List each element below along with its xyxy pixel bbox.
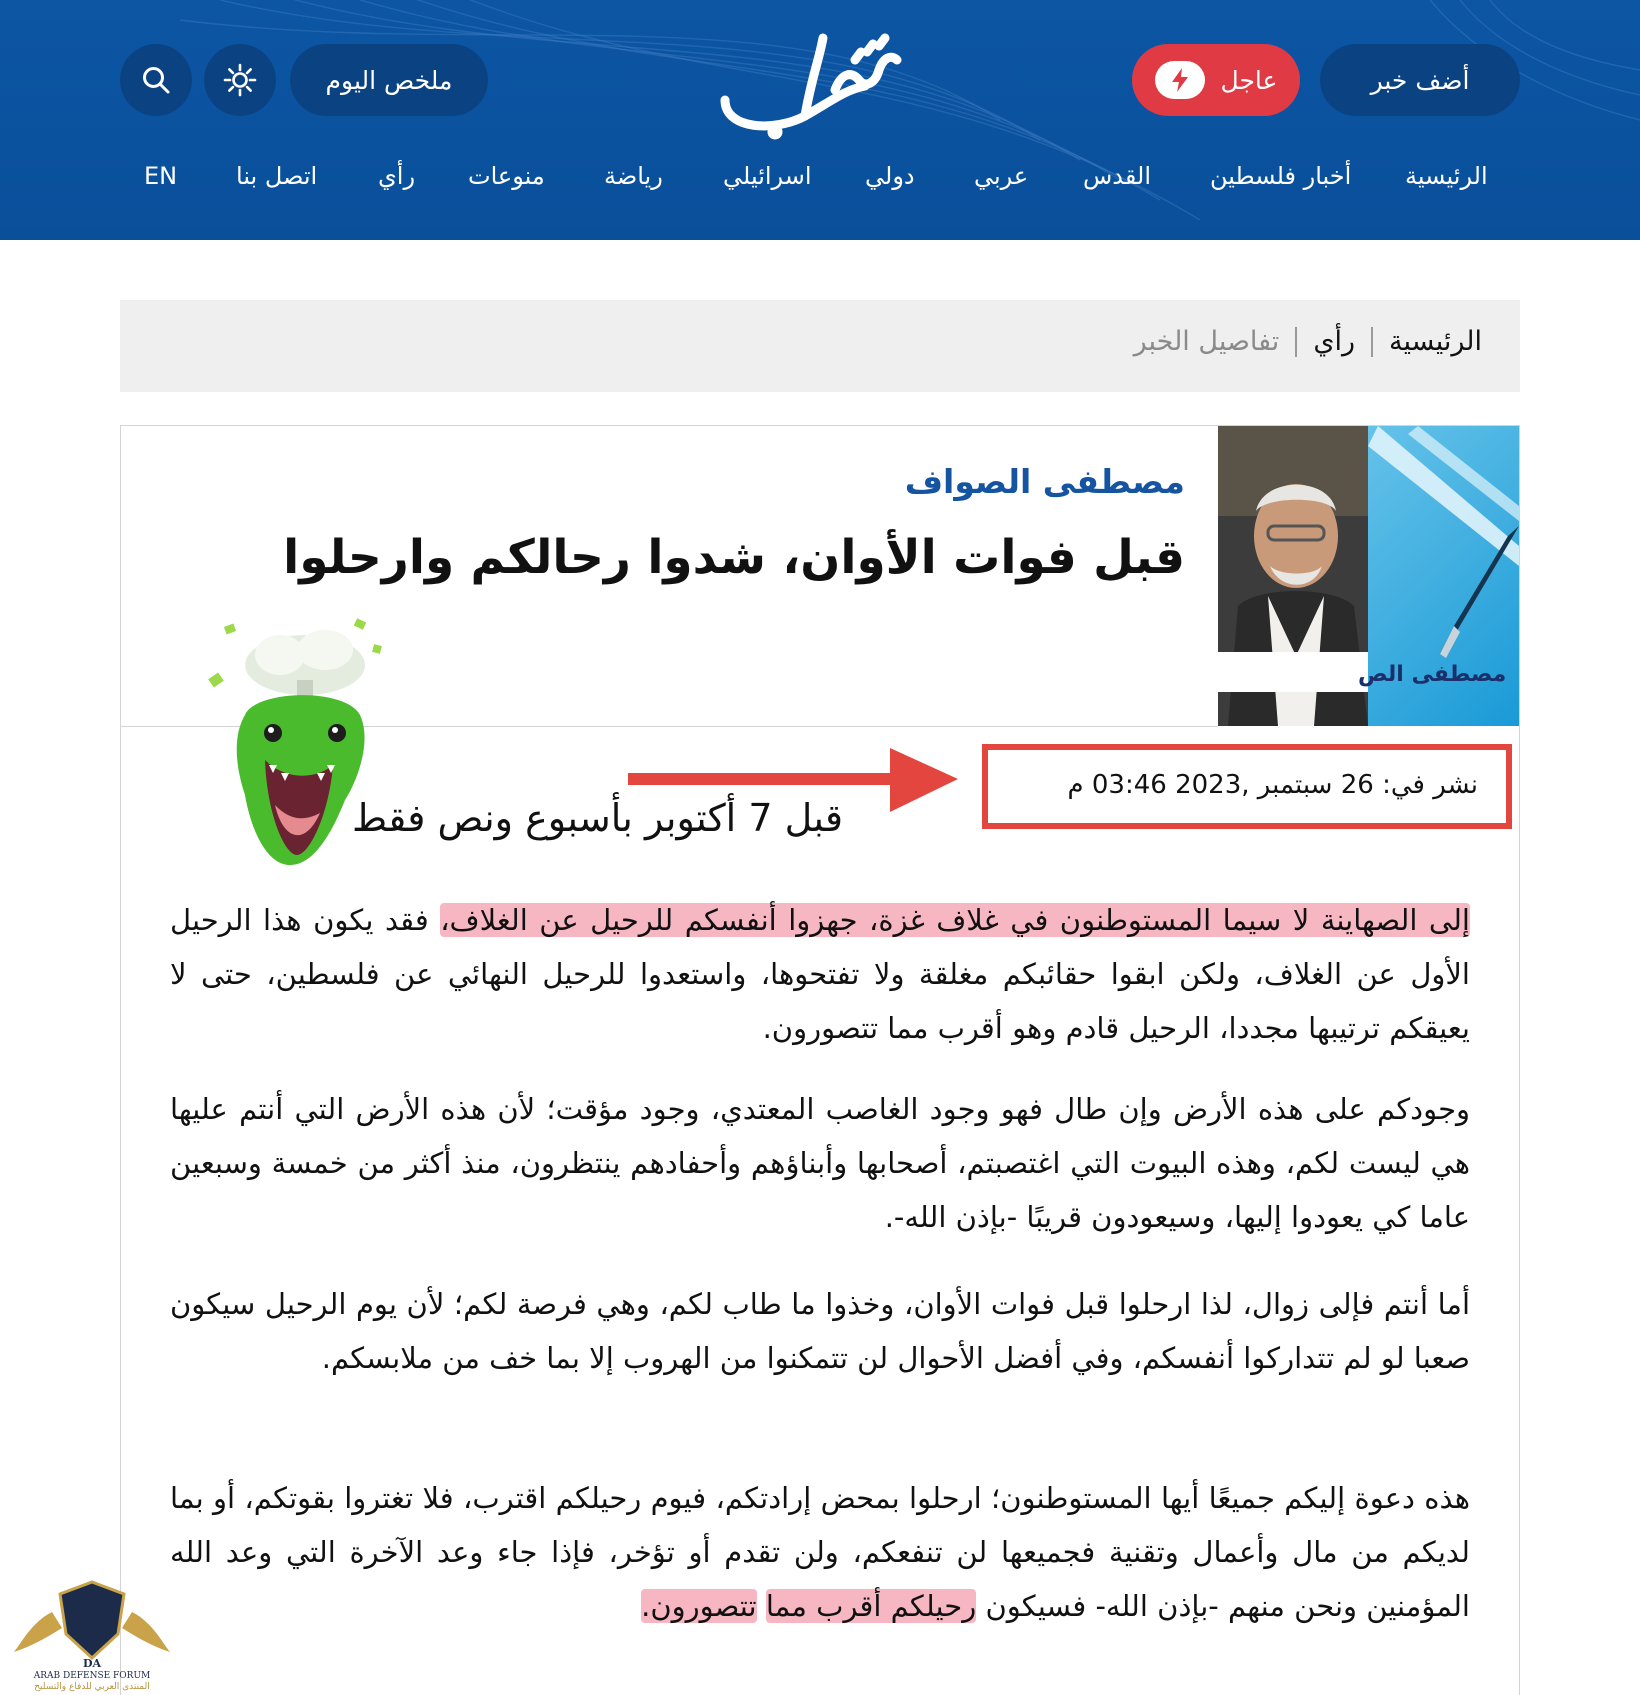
urgent-label: عاجل — [1220, 65, 1278, 95]
breadcrumb-separator — [1371, 327, 1373, 357]
watermark-subtitle: المنتدى العربي للدفاع والتسليح — [34, 1682, 150, 1692]
sun-icon — [223, 63, 257, 97]
lightning-icon — [1155, 61, 1205, 99]
breadcrumb-current: تفاصيل الخبر — [1133, 326, 1280, 357]
nav-palestine-news[interactable]: أخبار فلسطين — [1210, 162, 1352, 190]
site-logo — [715, 20, 905, 140]
publish-date-annotation-box — [982, 744, 1512, 829]
watermark-mark: DA — [82, 1657, 102, 1670]
nav-jerusalem[interactable]: القدس — [1083, 162, 1152, 190]
annotation-note: قبل 7 أكتوبر بأسبوع ونص فقط — [352, 796, 843, 840]
publish-date: نشر في: 26 سبتمبر ,2023 03:46 م — [1067, 770, 1478, 800]
nav-miscellaneous[interactable]: منوعات — [468, 162, 545, 190]
watermark-title: ARAB DEFENSE FORUM — [33, 1671, 151, 1681]
nav-israeli[interactable]: اسرائيلي — [723, 162, 812, 190]
author-name[interactable]: مصطفى الصواف — [904, 462, 1185, 501]
site-header — [0, 0, 1640, 240]
breadcrumb — [120, 300, 1520, 392]
article-paragraph-4 — [170, 1471, 1470, 1633]
article-title: قبل فوات الأوان، شدوا رحالكم وارحلوا — [283, 530, 1185, 585]
highlighted-text: رحيلكم أقرب مما — [765, 1589, 977, 1623]
paragraph-text: هذه دعوة إليكم جميعًا أيها المستوطنون؛ ارحلوا بمحض إرادتكم، فيوم رحيلكم اقترب، فلا تغتروا بقوتكم، أو بما لديكم من مال وأعمال وتقنية فجميعها لن تنفعكم، ولن تقدم أو تؤخر، فإذا جاء وعد الآخرة التي وعد الله المؤمنين ونحن منهم -بإذن الله- فسيكون — [170, 1481, 1470, 1623]
breadcrumb-opinion[interactable]: رأي — [1313, 326, 1355, 357]
forum-watermark-logo — [12, 1572, 172, 1692]
nav-opinion[interactable]: رأي — [378, 162, 416, 190]
nav-contact-us[interactable]: اتصل بنا — [236, 162, 318, 190]
article-paragraph-2: وجودكم على هذه الأرض وإن طال فهو وجود الغاصب المعتدي، وجود مؤقت؛ لأن هذه الأرض التي أنتم عليها هي ليست لكم، وهذه البيوت التي اغتصبتم، أصحابها وأبناؤهم وأحفادهم ينتظرون، منذ أكثر من خمسة وسبعين عاما كي يعودوا إليها، وسيعودون قريبًا -بإذن الله-. — [170, 1092, 1470, 1234]
text-space — [757, 1589, 766, 1623]
author-photo — [1218, 426, 1519, 726]
thumb-caption: مصطفى الص — [1358, 662, 1507, 687]
highlighted-text: تتصورون. — [641, 1589, 757, 1623]
breadcrumb-separator — [1295, 327, 1297, 357]
breadcrumb-home[interactable]: الرئيسية — [1389, 326, 1482, 357]
article-paragraph-3: أما أنتم فإلى زوال، لذا ارحلوا قبل فوات الأوان، وخذوا ما طاب لكم، وهي فرصة لكم؛ لأن يوم الرحيل سيكون صعبا لو لم تتداركوا أنفسكم، وفي أفضل الأحوال لن تتمكنوا من الهروب إلا بما خف من ملابسكم. — [170, 1287, 1470, 1375]
nav-sports[interactable]: رياضة — [604, 162, 663, 190]
add-news-button[interactable] — [1320, 44, 1520, 116]
nav-english[interactable]: EN — [144, 162, 178, 190]
urgent-button[interactable] — [1132, 44, 1300, 116]
nav-home[interactable]: الرئيسية — [1405, 162, 1488, 190]
add-news-label: أضف خبر — [1370, 65, 1470, 95]
nav-arab[interactable]: عربي — [974, 162, 1029, 190]
daily-summary-button[interactable] — [290, 44, 488, 116]
nav-international[interactable]: دولي — [865, 162, 915, 190]
search-button[interactable] — [120, 44, 192, 116]
daily-summary-label: ملخص اليوم — [325, 65, 453, 95]
search-icon — [140, 64, 172, 96]
highlighted-text: إلى الصهاينة لا سيما المستوطنون في غلاف غزة، جهزوا أنفسكم للرحيل عن الغلاف، — [440, 903, 1470, 937]
article-paragraph-1 — [170, 893, 1470, 1055]
paragraph-text: فقد يكون هذا الرحيل الأول عن الغلاف، ولكن ابقوا حقائبكم مغلقة ولا تفتحوها، واستعدوا للرحيل النهائي عن فلسطين، حتى لا يعيقكم ترتيبها مجددا، الرحيل قادم وهو أقرب مما تتصورون. — [170, 903, 1470, 1045]
theme-toggle-button[interactable] — [204, 44, 276, 116]
